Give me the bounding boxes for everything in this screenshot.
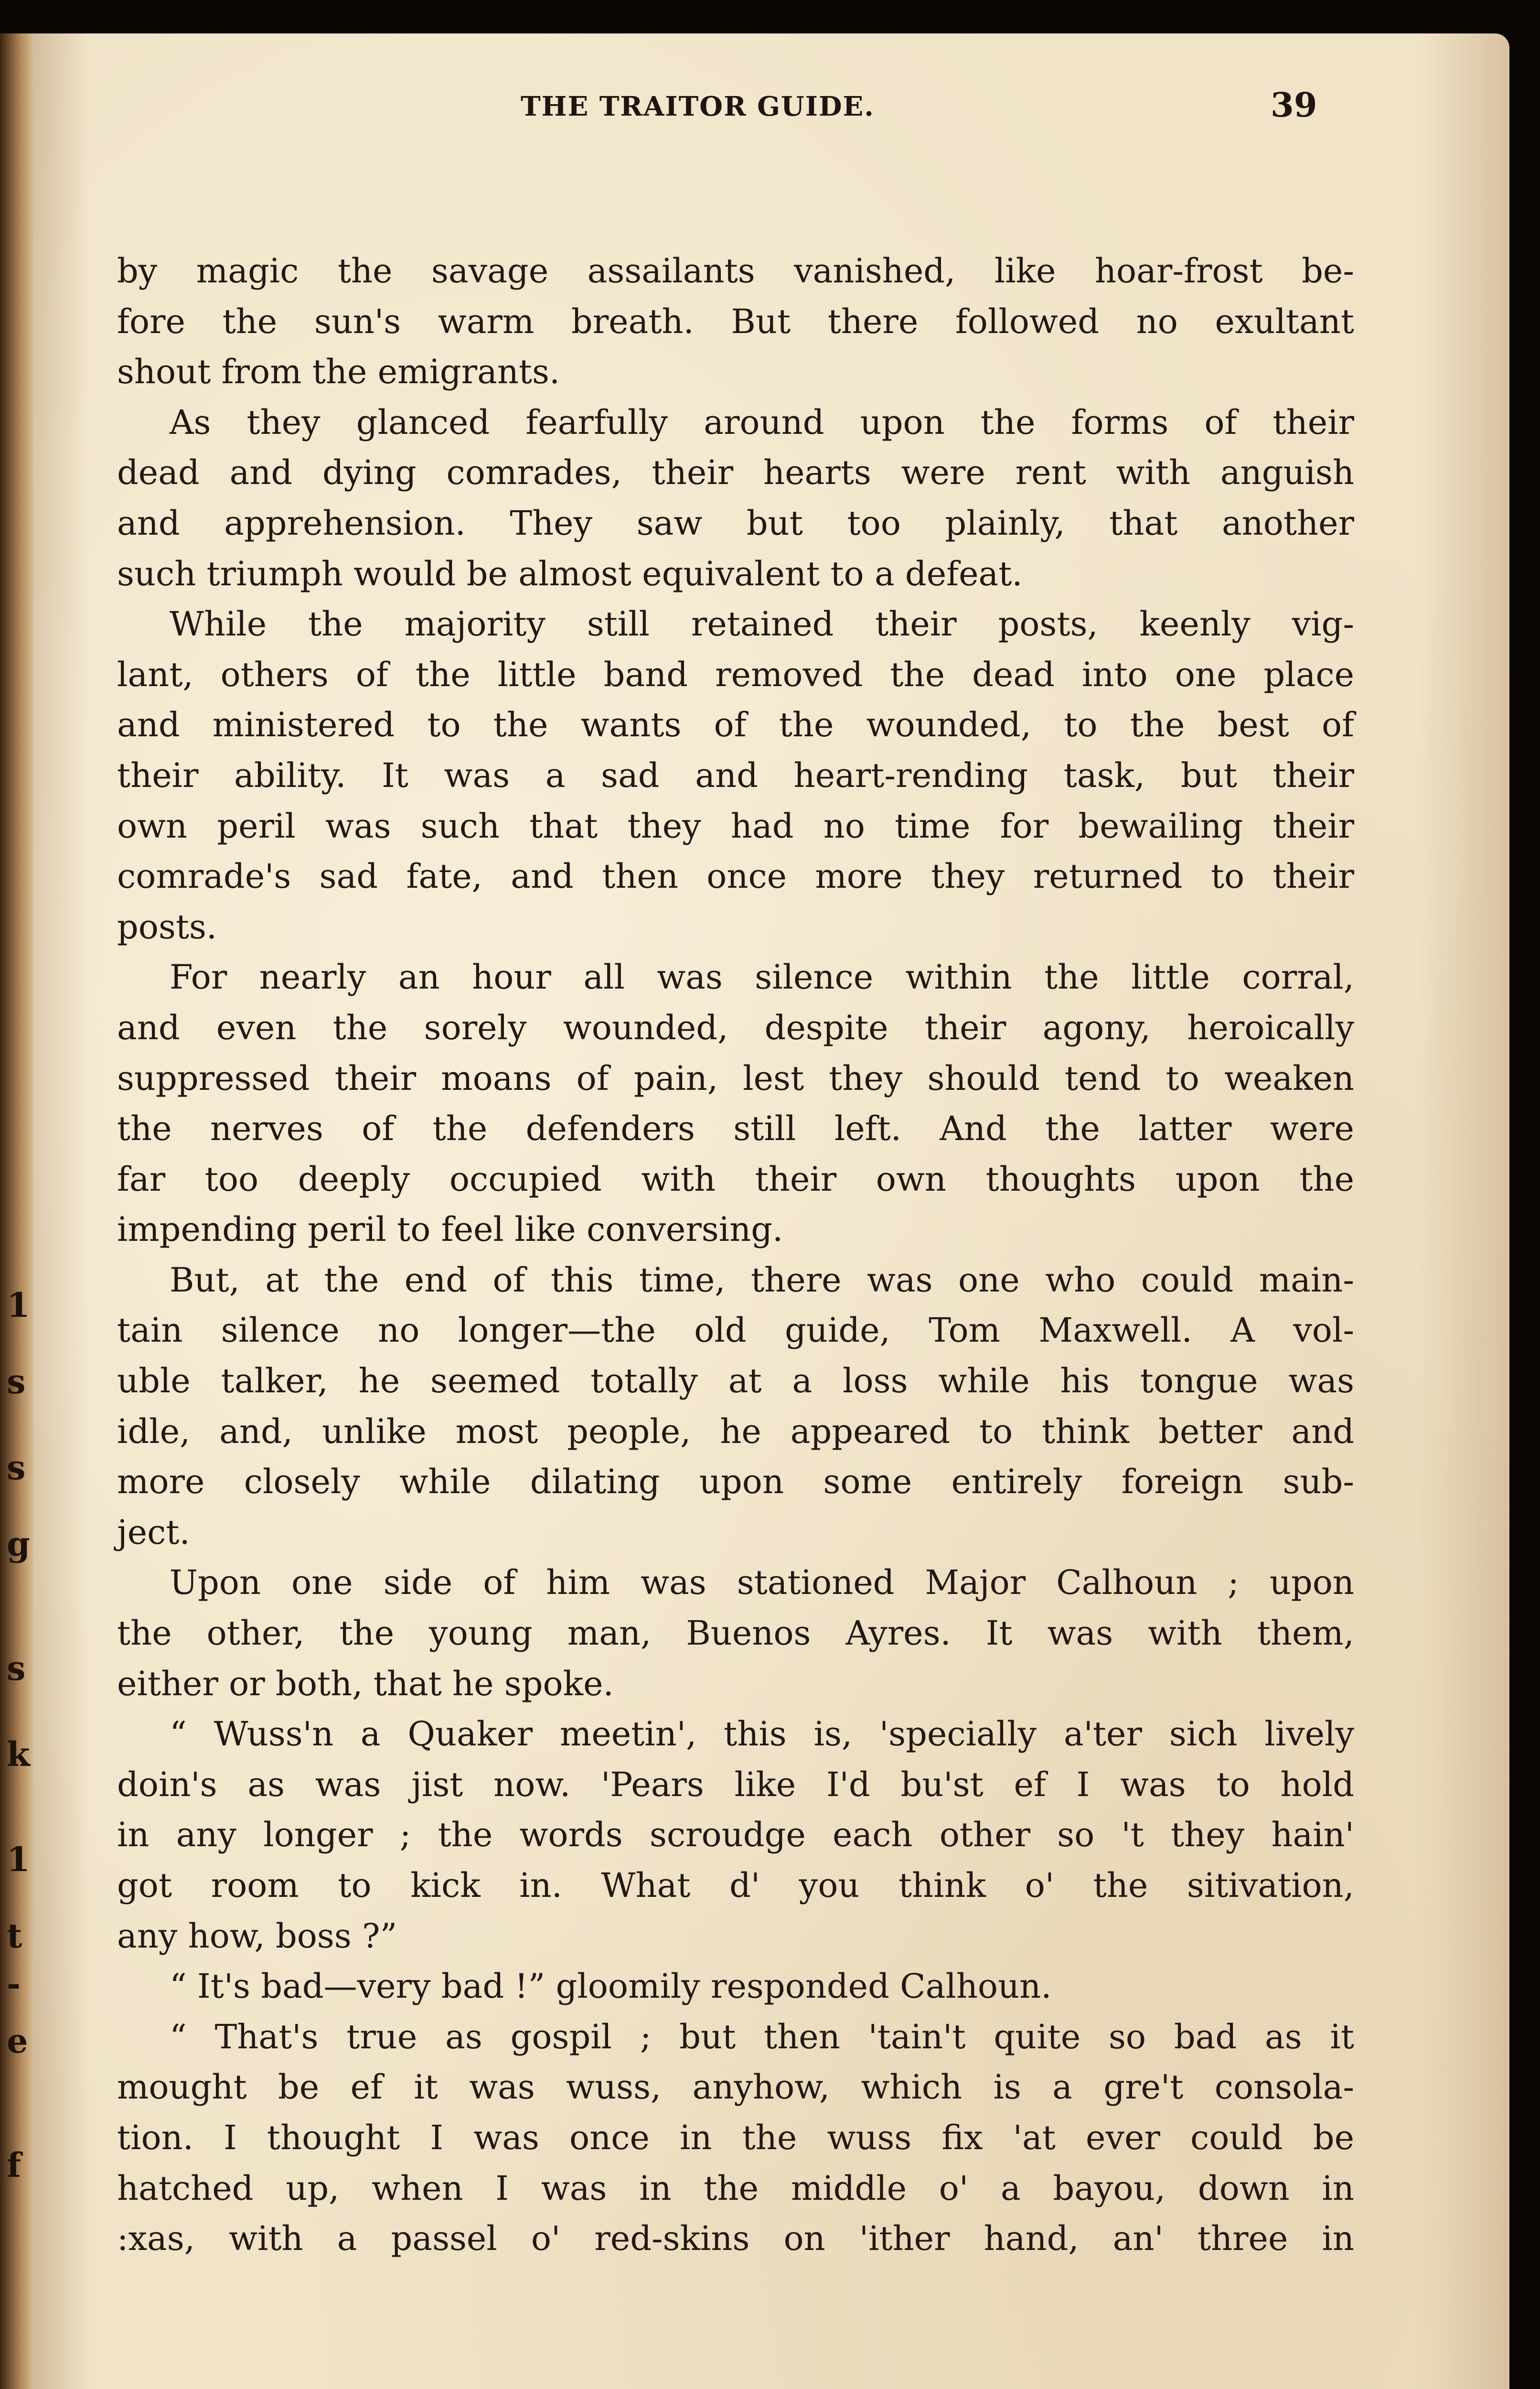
margin-mark: s	[7, 1648, 26, 1688]
text-line: more closely while dilating upon some entirely foreign sub-	[117, 1462, 1354, 1502]
text-line: hatched up, when I was in the middle o' a bayou, down in	[117, 2168, 1354, 2208]
body-text	[117, 246, 1354, 2264]
margin-mark: e	[7, 2021, 28, 2061]
text-line: :xas, with a passel o' red-skins on 'ither hand, an' three in	[117, 2219, 1354, 2259]
text-line: by magic the savage assailants vanished, like hoar-frost be-	[117, 251, 1354, 291]
text-line: impending peril to feel like conversing.	[117, 1210, 783, 1249]
margin-mark: s	[7, 1448, 26, 1487]
book-page	[33, 33, 1509, 2389]
text-line: in any longer ; the words scroudge each other so 't they hain'	[117, 1815, 1354, 1855]
text-line: While the majority still retained their posts, keenly vig-	[170, 604, 1354, 644]
text-line: But, at the end of this time, there was one who could main-	[170, 1260, 1354, 1300]
text-line: either or both, that he spoke.	[117, 1664, 614, 1703]
text-line: the nerves of the defenders still left. And the latter were	[117, 1109, 1354, 1149]
text-line: and apprehension. They saw but too plainly, that another	[117, 503, 1354, 543]
text-line: any how, boss ?”	[117, 1916, 397, 1956]
running-title: THE TRAITOR GUIDE.	[521, 91, 875, 122]
margin-mark: 1	[7, 1840, 30, 1879]
margin-mark: f	[7, 2145, 21, 2185]
margin-mark: s	[7, 1362, 26, 1401]
text-line: As they glanced fearfully around upon the forms of their	[170, 402, 1354, 442]
text-line: ject.	[117, 1512, 190, 1552]
text-line: shout from the emigrants.	[117, 352, 560, 392]
text-line: mought be ef it was wuss, anyhow, which is a gre't consola-	[117, 2067, 1354, 2107]
text-line: “ It's bad—very bad !” gloomily responded Calhoun.	[170, 1967, 1052, 2006]
margin-mark: 1	[7, 1285, 30, 1325]
text-line: suppressed their moans of pain, lest they should tend to weaken	[117, 1058, 1354, 1098]
margin-mark: g	[7, 1524, 30, 1564]
text-line: idle, and, unlike most people, he appeared to think better and	[117, 1411, 1354, 1451]
margin-mark: -	[7, 1964, 21, 2003]
text-line: their ability. It was a sad and heart-rending task, but their	[117, 755, 1354, 795]
text-line: and even the sorely wounded, despite their agony, heroically	[117, 1008, 1354, 1047]
text-line: posts.	[117, 907, 217, 947]
text-line: fore the sun's warm breath. But there followed no exultant	[117, 301, 1354, 341]
text-line: own peril was such that they had no time for bewailing their	[117, 806, 1354, 846]
text-line: Upon one side of him was stationed Major Calhoun ; upon	[170, 1563, 1354, 1603]
text-line: uble talker, he seemed totally at a loss while his tongue was	[117, 1361, 1354, 1401]
text-line: such triumph would be almost equivalent to a defeat.	[117, 554, 1023, 593]
text-line: dead and dying comrades, their hearts were rent with anguish	[117, 453, 1354, 493]
text-line: “ Wuss'n a Quaker meetin', this is, 'specially a'ter sich lively	[170, 1714, 1354, 1754]
text-line: lant, others of the little band removed the dead into one place	[117, 655, 1354, 694]
text-line: and ministered to the wants of the wounded, to the best of	[117, 705, 1354, 745]
page-number: 39	[1271, 85, 1317, 125]
margin-mark: t	[7, 1916, 22, 1956]
text-line: far too deeply occupied with their own thoughts upon the	[117, 1159, 1354, 1199]
text-line: “ That's true as gospil ; but then 'tain't quite so bad as it	[170, 2017, 1354, 2056]
facing-page-margin-marks	[7, 33, 35, 2389]
text-line: got room to kick in. What d' you think o' the sitivation,	[117, 1866, 1354, 1905]
text-line: tain silence no longer—the old guide, Tom Maxwell. A vol-	[117, 1311, 1354, 1350]
text-line: doin's as was jist now. 'Pears like I'd bu'st ef I was to hold	[117, 1765, 1354, 1804]
text-line: comrade's sad fate, and then once more they returned to their	[117, 857, 1354, 896]
text-line: For nearly an hour all was silence within the little corral,	[170, 958, 1354, 997]
margin-mark: k	[7, 1734, 30, 1774]
text-line: the other, the young man, Buenos Ayres. It was with them,	[117, 1614, 1354, 1653]
text-line: tion. I thought I was once in the wuss fix 'at ever could be	[117, 2118, 1354, 2157]
